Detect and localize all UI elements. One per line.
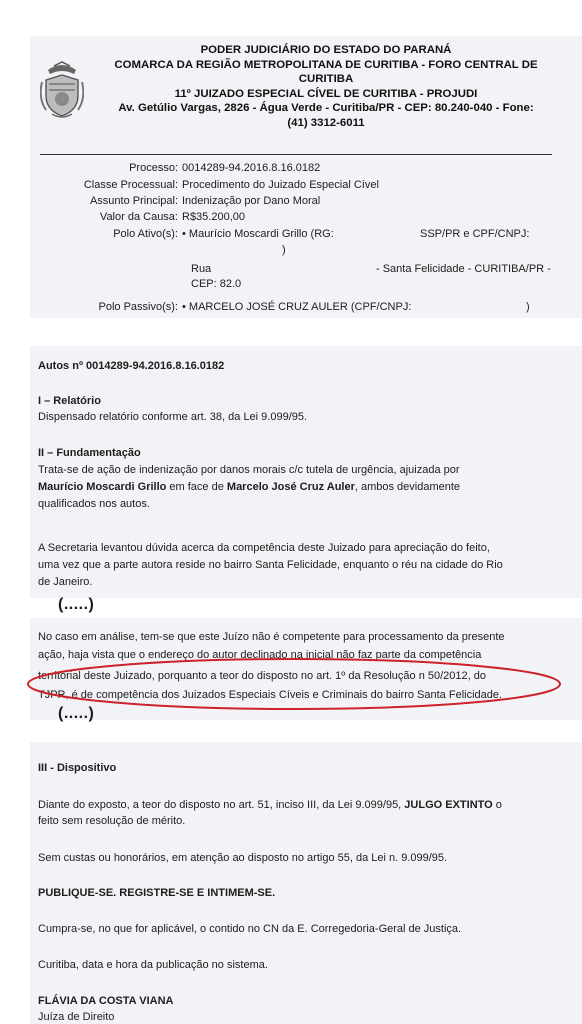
- grounds-p2-line2: uma vez que a parte autora reside no bairro Santa Felicidade, enquanto o réu na cidade do Rio: [38, 559, 503, 571]
- header-line-3: CURITIBA: [298, 73, 354, 86]
- judgment-extinct: JULGO EXTINTO: [404, 799, 493, 811]
- claim-value: R$35.200,00: [182, 211, 245, 223]
- decision-panel-3: [30, 742, 582, 1024]
- grounds-p1-line2: [38, 480, 460, 494]
- grounds-p1-end: , ambos devidamente: [354, 481, 461, 493]
- header-line-6: (41) 3312-6011: [287, 116, 365, 129]
- defendant-name: • MARCELO JOSÉ CRUZ AULER (CPF/CNPJ:: [182, 301, 412, 313]
- grounds-p2-line1: A Secretaria levantou dúvida acerca da competência deste Juizado para apreciação do feito,: [38, 542, 490, 554]
- dispositive-p1-line1: [38, 798, 502, 812]
- header-line-5: Av. Getúlio Vargas, 2826 - Água Verde - Curitiba/PR - CEP: 80.240-040 - Fone:: [118, 102, 534, 115]
- signer-name: FLÁVIA DA COSTA VIANA: [38, 995, 174, 1007]
- dispositive-p1-start: Diante do exposto, a teor do disposto no art. 51, inciso III, da Lei 9.099/95,: [38, 799, 405, 811]
- dispositive-p1-line2: feito sem resolução de mérito.: [38, 815, 186, 827]
- place-and-date: Curitiba, data e hora da publicação no sistema.: [38, 959, 268, 971]
- defendant-bold-name: Marcelo José Cruz Auler: [226, 481, 355, 493]
- grounds-p3-line4: TJPR, é de competência dos Juizados Especiais Cíveis e Criminais do bairro Santa Felicidade.: [38, 689, 503, 701]
- plaintiff-id: SSP/PR e CPF/CNPJ:: [420, 228, 530, 240]
- header-line-2: COMARCA DA REGIÃO METROPOLITANA DE CURITIBA - FORO CENTRAL DE: [114, 58, 538, 71]
- plaintiff-name: • Maurício Moscardi Grillo (RG:: [182, 228, 334, 240]
- header-divider: [40, 154, 552, 155]
- omission-marker-1: (.....): [58, 596, 95, 613]
- highlight-oval: [22, 653, 582, 715]
- autos-number: Autos nº 0014289-94.2016.8.16.0182: [38, 360, 225, 372]
- parana-coat-of-arms-icon: [40, 60, 84, 120]
- defendant-closing: ): [526, 301, 530, 313]
- section-report-title: I – Relatório: [38, 395, 101, 407]
- comply-order: Cumpra-se, no que for aplicável, o contido no CN da E. Corregedoria-Geral de Justiça.: [38, 923, 462, 935]
- grounds-p1-line3: qualificados nos autos.: [38, 498, 150, 510]
- grounds-p3-line2: ação, haja vista que o endereço do autor declinado na inicial não faz parte da competência: [38, 649, 482, 661]
- section-grounds-title: II – Fundamentação: [38, 447, 141, 459]
- plaintiff-label: Polo Ativo(s):: [113, 228, 178, 240]
- procedural-class-label: Classe Processual:: [83, 179, 178, 191]
- plaintiff-zip: CEP: 82.0: [191, 278, 242, 290]
- case-number: 0014289-94.2016.8.16.0182: [182, 162, 321, 174]
- procedural-class: Procedimento do Juizado Especial Cível: [182, 179, 379, 191]
- court-header: [96, 43, 556, 131]
- main-subject: Indenização por Dano Moral: [182, 195, 321, 207]
- grounds-p3-line3: territorial deste Juizado, porquanto a teor do disposto no art. 1º da Resolução n 50/2012, do: [38, 670, 486, 682]
- signer-role: Juíza de Direito: [38, 1011, 115, 1023]
- grounds-p2-line3: de Janeiro.: [38, 576, 93, 588]
- claim-value-label: Valor da Causa:: [99, 211, 178, 223]
- section-report-text: Dispensado relatório conforme art. 38, da Lei 9.099/95.: [38, 411, 308, 423]
- dispositive-costs: Sem custas ou honorários, em atenção ao disposto no artigo 55, da Lei n. 9.099/95.: [38, 852, 448, 864]
- case-number-label: Processo:: [129, 162, 178, 174]
- plaintiff-bold-name: Maurício Moscardi Grillo: [38, 481, 167, 493]
- grounds-p1-connector: em face de: [166, 481, 227, 493]
- plaintiff-closing: ): [282, 244, 286, 256]
- dispositive-p1-end: o: [492, 799, 502, 811]
- plaintiff-street: Rua: [191, 263, 212, 275]
- section-dispositive-title: III - Dispositivo: [38, 762, 117, 774]
- defendant-label: Polo Passivo(s):: [98, 301, 178, 313]
- omission-marker-2: (.....): [58, 705, 95, 722]
- main-subject-label: Assunto Principal:: [89, 195, 178, 207]
- grounds-p3-line1: No caso em análise, tem-se que este Juízo não é competente para processamento da presente: [38, 631, 505, 643]
- grounds-p1-line1: Trata-se de ação de indenização por danos morais c/c tutela de urgência, ajuizada por: [38, 464, 460, 476]
- header-line-1: PODER JUDICIÁRIO DO ESTADO DO PARANÁ: [200, 44, 452, 56]
- publish-order: PUBLIQUE-SE. REGISTRE-SE E INTIMEM-SE.: [38, 887, 276, 899]
- plaintiff-district: - Santa Felicidade - CURITIBA/PR -: [376, 263, 551, 275]
- header-line-4: 11º JUIZADO ESPECIAL CÍVEL DE CURITIBA - PROJUDI: [174, 87, 478, 100]
